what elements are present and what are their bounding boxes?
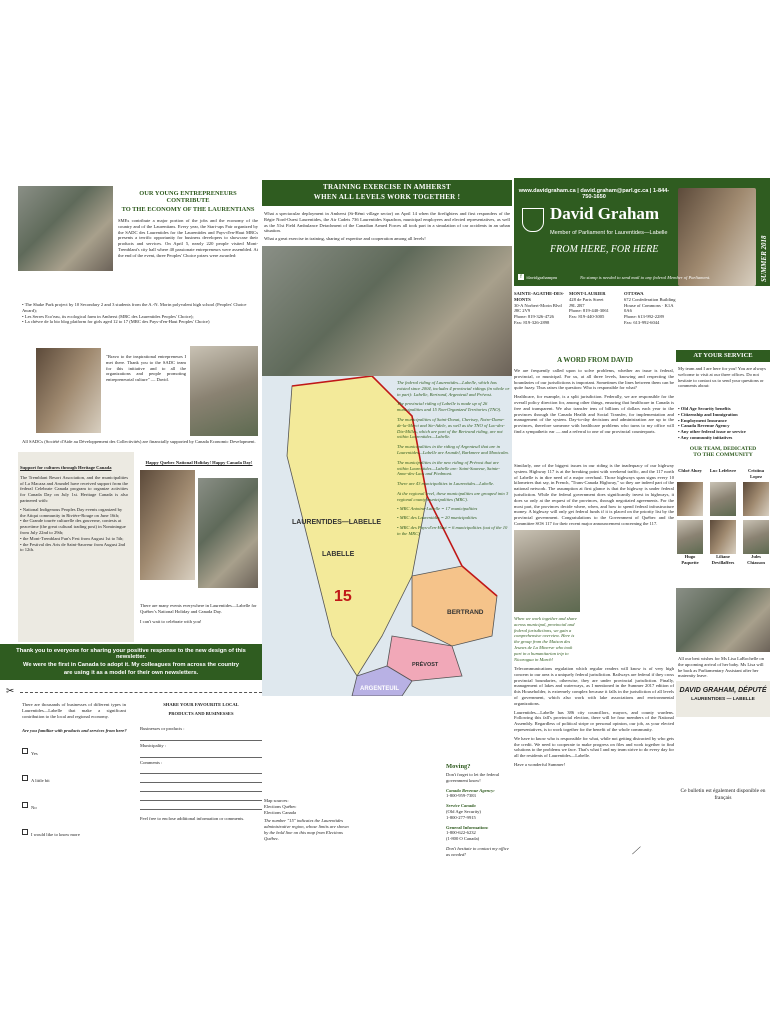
word-text: We are frequently called upon to solve problems, whether an issue is federal, provincial, or municipal. For us, at all three levels, knowing and respecting the boundaries of our jurisdictions is important. Sometimes the lines between them can be quite fuzzy. Thus raises the question: Who is responsible for what? Healthcare, for example, is a split jurisdiction. Federally, we are responsible for the overall policy direction for, among other things, ensuring that healthcare in Canada is free and transparent. We also transfer tens of billions of dollars each year to the provinces through the Canada Health and Social Transfer, for implementation and management of the system. Day-to-day decisions and administration are up to the provinces, therefore someone with healthcare problems who turns to my office will find a sympathetic ear — and a referral to one of our provincial counterparts. xyxy=(514,368,674,434)
team-row-2 xyxy=(676,520,770,566)
service-item: • Employment Insurance xyxy=(678,418,768,424)
service-item: • Old Age Security benefits xyxy=(678,406,768,412)
student-photo xyxy=(36,348,101,433)
service-list xyxy=(678,406,768,441)
checkbox[interactable] xyxy=(22,748,28,754)
riding-info: The federal riding of Laurentides—Labelle, which has existed since 2004, includes 4 provincial ridings (in whole or in part): Labelle, Bertrand, Argenteuil and Prévost. The provincial riding of Labelle is made up of 26 municipalities and 15 Non-Organized Territories (TNO). The municipalities of Saint-Donat, Chertsey, Notre-Dame-de-la-Merci and Ste-Adele, as well as the TNO of Lac-des-Dix-Milles, which are part of the Bertrand riding, are not within Laurentides—Labelle. The municipalities in the riding of Argenteuil that are in Laurentides—Labelle are Arundel, Barkmere and Montcalm. The municipalities in the new riding of Prévost that are within Laurentides—Labelle are: Saint-Sauveur, Sainte-Anne-des-Lacs and Piedmont. There are 43 municipalities in Laurentides—Labelle. At the regional level, these municipalities are grouped into 3 regional county municipalities (MRC). • MRC Antoine-Labelle = 17 municipalities • MRC des Laurentides = 20 municipalities • MRC des Pays-d'en-Haut = 6 municipalities (out of the 10 in the MRC) xyxy=(397,380,510,537)
team-photo-baby xyxy=(676,588,770,652)
service-item: • Canada Revenue Agency xyxy=(678,423,768,429)
moving-box: Moving? Don't forget to let the federal government know! Canada Revenue Agency: 1-800-959-7383 Service Canada (Old Age Security) 1-800-277-9915 General Information: 1-800-622-6232 (1-800 O Canada) Don't hesitate to contact my office as needed! xyxy=(446,763,509,857)
checkbox[interactable] xyxy=(22,775,28,781)
holiday-body-1: There are many events everywhere in Laurentides—Labelle for Québec's National Holiday and Canada Day. xyxy=(140,603,257,614)
minerve-youth-photo xyxy=(514,530,580,612)
training-body-2: What a great exercise in training, sharing of expertise and cooperation among all levels! xyxy=(264,236,426,241)
municipality-input[interactable] xyxy=(140,749,262,758)
service-title: AT YOUR SERVICE xyxy=(676,350,770,362)
map-label-labelle: LABELLE xyxy=(322,551,355,558)
map-label-bertrand: BERTRAND xyxy=(447,609,484,616)
thank-you-banner: Thank you to everyone for sharing your positive response to the new design of this newsletter. We were the first in Canada to adopt it. My colleagues from across the country are using it as a model for their own newsletters. xyxy=(0,644,262,680)
word-text-p3-cont xyxy=(584,530,674,664)
map-number: 15 xyxy=(334,588,352,605)
share-form: Businesses or products : Municipality : Comments : Feel free to enclose additional information or comments. xyxy=(140,726,262,822)
survey-question: Are you familiar with products and services from here? xyxy=(22,728,127,733)
coat-of-arms-icon xyxy=(522,208,544,232)
team-member-photo xyxy=(677,520,703,554)
scissors-icon: ✂ xyxy=(6,686,15,697)
holiday-body-2: I can't wait to celebrate with you! xyxy=(140,619,202,624)
survey-option-more[interactable]: I would like to know more xyxy=(22,823,126,841)
team-member-photo xyxy=(710,482,736,516)
office-block: MONT-LAURIER 428 de Paris Street J9L 2R7 Phone: 819-440-3061 Fax: 819-440-3005 xyxy=(569,291,609,320)
entrepreneur-photo xyxy=(190,346,258,436)
survey-options xyxy=(22,742,126,841)
team-member: Jules Chiasson xyxy=(742,520,770,566)
team-row-1 xyxy=(676,468,770,516)
newsletter-sheet xyxy=(0,178,770,858)
cut-line xyxy=(20,692,262,693)
word-title: A WORD FROM DAVID xyxy=(557,356,633,364)
signature: ⟋ xyxy=(632,846,639,857)
mrc-item: • MRC des Pays-d'en-Haut = 6 municipalities (out of the 10 in the MRC) xyxy=(397,525,510,537)
french-note: Ce bulletin est également disponible en français xyxy=(680,788,766,801)
heritage-title: Support for cultures through Heritage Canada xyxy=(20,465,112,470)
entrepreneurs-photo xyxy=(18,186,113,271)
business-card: DAVID GRAHAM, DÉPUTÉ LAURENTIDES — LABELLE xyxy=(676,681,770,717)
entrepreneurs-intro: SMEs contribute a major portion of the jobs and the economy of the country and of the Laurentians. Every year, the Start-ups Fair organized by the SADC des Laurentides for the Laurentides and Pays-d'en-Haut MRCs presents a terrific opportunity for business developers to showcase their products and services. On April 5, nearly 220 people visited Mont-Tremblant's city hall where 40 passionate entrepreneurs were assembled. At the end of the event, three Peoples' Choice prizes were awarded: xyxy=(118,218,258,258)
checkbox[interactable] xyxy=(22,829,28,835)
mp-subtitle: Member of Parliament for Laurentides—Labelle xyxy=(550,230,668,236)
comments-input[interactable] xyxy=(140,783,262,792)
contact-line: www.davidgraham.ca | david.graham@parl.gc.ca | 1-844-750-1650 xyxy=(518,188,670,200)
offices xyxy=(514,291,676,326)
training-group-photo xyxy=(262,246,512,376)
team-member-photo xyxy=(677,482,703,516)
team-note: All our best wishes for Ms Lisa LaRochelle on the upcoming arrival of her baby. Ms Lisa will be back as Parliamentary Assistant after her maternity leave. xyxy=(678,656,764,679)
season-label: SUMMER 2018 xyxy=(760,235,768,282)
sadc-note: All SADCs (Société d'Aide au Développement des Collectivités) are financially supported by Canada Economic Development. xyxy=(22,439,256,444)
service-item: • Citizenship and Immigration xyxy=(678,412,768,418)
map-legend: Map sources: Elections Québec Elections Canada The number "15" indicates the Laurentides administrative region, whose limits are shown by the bold line on this map from Elections Québec. xyxy=(264,798,349,841)
holiday-photo-2 xyxy=(198,478,258,588)
team-member: Hugo Paquette xyxy=(676,520,704,566)
team-member: Luc Lefebvre xyxy=(709,468,737,516)
david-quote: "Bravo to the inspirational entrepreneurs I met there. Thank you to the SADC team for this initiative and to all the organizations and people promoting entrepreneurial culture" — David. xyxy=(106,354,186,383)
team-member: Cristina Lopez xyxy=(742,468,770,516)
team-member: Chloé Aluey xyxy=(676,468,704,516)
heritage-body: The Tremblant Resort Association, and the municipalities of La Macaza and Arundel have received support from the federal Celebrate Canada program to organize activities for Canada Day on July 1st. Heritage Canada is also partnered with: xyxy=(20,474,128,503)
service-item: • Any community initiatives xyxy=(678,435,768,441)
prizes-list xyxy=(22,302,258,325)
facebook-handle[interactable]: /davidgrahampm xyxy=(526,275,558,280)
survey-section xyxy=(0,680,262,858)
comments-input[interactable] xyxy=(140,801,262,810)
stamp-note: No stamp is needed to send mail to any federal Member of Parliament. xyxy=(580,275,711,280)
entrepreneurs-title: OUR YOUNG ENTREPRENEURS CONTRIBUTE TO THE ECONOMY OF THE LAURENTIANS xyxy=(121,190,255,213)
survey-intro: There are thousands of businesses of different types in Laurentides—Labelle that make a significant contribution to the local and regional economy. xyxy=(22,702,126,719)
survey-option-yes[interactable]: Yes xyxy=(22,742,126,760)
word-text-p3: Similarly, one of the biggest issues in our riding is the inadequacy of our highway system. Highway 117 is at the breaking point with weekend traffic, and the 117 north of Labelle is in dire need of a major overhaul. Those highways span signs every 10 kilometres that say, in French, "Trans-Canada Highway," so they are indeed part of the national network. The assumption at first glance is that the highway is under federal jurisdiction. While the federal government does significantly invest in highways, it does so only at the request of the provinces, through negotiated agreements. For the most part, the provinces decide where, when, and how to spend federal infrastructure money. A highway will only get federal funds if it is placed on the priority list by the provincial government. Congratulations to the Government of Québec and the Committee SOS 117 for their recent major announcement concerning the 117. xyxy=(514,463,674,526)
checkbox[interactable] xyxy=(22,802,28,808)
comments-input[interactable] xyxy=(140,765,262,774)
map-label-main: LAURENTIDES—LABELLE xyxy=(292,519,382,526)
team-member: Liliane Devillaffers xyxy=(709,520,737,566)
heritage-item: • the Mont-Tremblant Fun's Fest from August 1st to 5th; xyxy=(20,536,128,542)
business-input[interactable] xyxy=(140,732,262,741)
share-title: SHARE YOUR FAVOURITE LOCAL PRODUCTS AND BUSINESSES xyxy=(163,702,239,716)
office-block: SAINTE-AGATHE-DES-MONTS 30-A Norbert-Morin Blvd J8C 2V9 Phone: 819-326-4726 Fax: 819-326-2898 xyxy=(514,291,565,325)
holiday-photo-1 xyxy=(140,470,195,580)
service-body: My team and I are here for you! You are always welcome to visit at our three offices. Do not hesitate to contact us to send your questions or comments about: xyxy=(678,366,766,389)
mrc-item: • MRC Antoine-Labelle = 17 municipalities xyxy=(397,506,510,512)
column-service xyxy=(676,178,770,858)
mrc-item: • MRC des Laurentides = 20 municipalities xyxy=(397,515,510,521)
prize-item: • La chèvre de la bio blog platform for girls aged 12 to 17 (MRC des Pays-d'en-Haut Peoples' Choice) xyxy=(22,319,258,325)
comments-input[interactable] xyxy=(140,792,262,801)
office-block: OTTAWA 672 Confederation Building House of Commons · K1A 0A6 Phone: 613-992-2289 Fax: 613-992-6044 xyxy=(624,291,676,325)
map-label-prevost: PRÉVOST xyxy=(412,662,439,668)
survey-option-little[interactable]: A little bit xyxy=(22,769,126,787)
team-member-photo xyxy=(710,520,736,554)
facebook-icon[interactable]: f xyxy=(518,274,524,280)
mrc-list xyxy=(397,506,510,537)
holiday-title: Happy Quebec National Holiday! Happy Canada Day! xyxy=(145,460,253,465)
heritage-list xyxy=(20,507,128,553)
heritage-box xyxy=(18,452,134,642)
comments-input[interactable] xyxy=(140,774,262,783)
team-member-photo xyxy=(743,520,769,554)
photo-caption: When we work together and share across municipal, provincial and federal jurisdictions, we gain a comprehensive overview. Here is the group from the Maison des Jeunes de La Minerve who took part in a humanitarian trip to Nicaragua in March! xyxy=(514,616,577,662)
service-item: • Any other federal issue or service xyxy=(678,429,768,435)
training-title: TRAINING EXERCISE IN AMHERST WHEN ALL LEVELS WORK TOGETHER ! xyxy=(262,180,512,206)
word-text-cont: Telecommunications regulation which regular readers will know is of very high concern to our area is a uniquely federal jurisdiction. Railways are federal if they cross provincial boundaries, otherwise, they are under provincial jurisdiction. Finally, management of lakes and waterways, as I mentioned in the Summer 2017 edition of this Householder, is extremely complex because it falls in the jurisdiction of all levels of government, which also work with lake associations and environmental organizations. Laurentides—Labelle has 386 city councillors, mayors, and county wardens. Following this fall's provincial election, there will be four members of the National Assembly. Regardless of political stripe or personal opinion, our job, as your elected representatives, is to work together for the benefit of the whole community. We have to know who is responsible for what, while not getting distracted by who gets the credit. We need to cooperate to make progress on files and work together to find solutions to the problems we face. That's what I and my team strive to do every day for all the residents of Laurentides—Labelle. Have a wonderful Summer! xyxy=(514,666,674,767)
team-title: OUR TEAM, DEDICATED TO THE COMMUNITY xyxy=(689,446,757,458)
heritage-item: • National Indigenous Peoples Day events organized by the Atiqui community in Rivière-Rouge on June 16th; xyxy=(20,507,128,519)
training-body: What a spectacular deployment in Amherst (St-Rémi village sector) on April 14 when the firefighters and first responders of the Régie Nord-Ouest Laurentides, the Air Cadets 736 Laurentides Squadron, municipal employees and elected representatives, as well as the 51st Field Ambulance Detachment of the Canadian Armed Forces all took part in a simulation of car accidents in an urban situation. xyxy=(264,211,510,234)
map-label-argenteuil: ARGENTEUIL xyxy=(360,686,399,692)
team-member-photo xyxy=(743,482,769,516)
survey-option-no[interactable]: No xyxy=(22,796,126,814)
column-training xyxy=(262,178,512,858)
prize-item: • Les Serres Eco'eau, its ecological farm in Amherst (MRC des Laurentides Peoples' Choice); xyxy=(22,314,258,320)
tagline: FROM HERE, FOR HERE xyxy=(550,244,659,255)
heritage-item: • the Festival des Arts de Saint-Sauveur from August 2nd to 12th. xyxy=(20,542,128,554)
prize-item: • The Shake Park project by 10 Secondary 2 and 3 students from the A.-N. Morin polyvalent high school (Peoples' Choice Award); xyxy=(22,302,258,314)
mp-name: David Graham xyxy=(550,204,660,223)
heritage-item: • the Grande tourée culturelle des gouverne, contests at peacetime (the great cultural trading post) in Nominingue from July 22nd to 29th; xyxy=(20,518,128,535)
